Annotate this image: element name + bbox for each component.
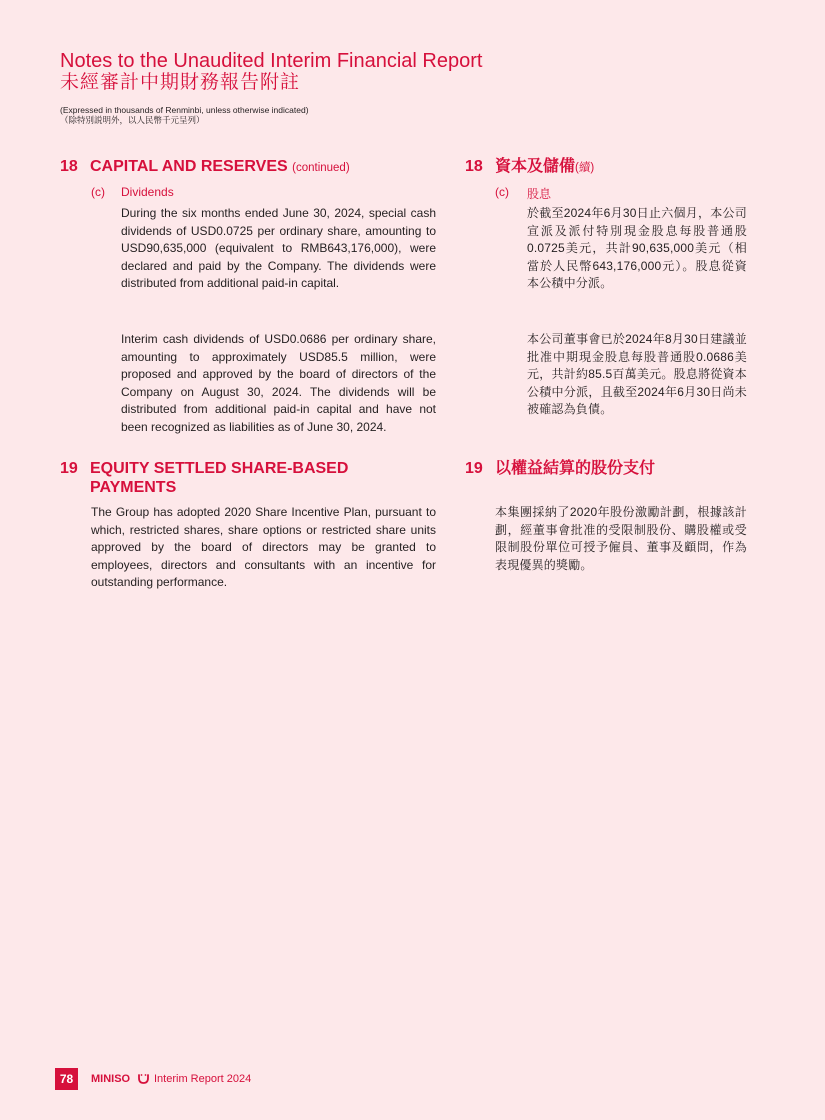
page-number: 78: [55, 1068, 78, 1090]
dividends-paragraph-2: Interim cash dividends of USD0.0686 per ordinary share, amounting to approximately USD85.5 million, were proposed and approved by the board of directors of the Company on August 30, 2024. The dividends will be distributed from additional paid-in capital and have not been recognized as liabilities as of June 30, 2024.: [121, 332, 436, 434]
section-title: 以權益結算的股份支付: [495, 460, 656, 477]
section-18-heading-en: [60, 157, 440, 177]
section-title: EQUITY SETTLED SHARE-BASED PAYMENTS: [90, 460, 349, 496]
continued-label: (continued): [292, 162, 350, 174]
brand-name: MINISO: [91, 1073, 131, 1085]
expressed-note-zh: （除特別説明外，以人民幣千元呈列）: [60, 115, 205, 125]
subsection-title: 股息: [527, 187, 552, 201]
dividends-paragraph-2-zh: 本公司董事會已於2024年8月30日建議並批准中期現金股息每股普通股0.0686美元，共計約85.5百萬美元。股息將從資本公積中分派，且截至2024年6月30日尚未被確認為負債。: [527, 332, 747, 417]
section-title: [495, 157, 594, 178]
subsection-letter: (c): [91, 185, 105, 199]
share-plan-paragraph: The Group has adopted 2020 Share Incentive Plan, pursuant to which, restricted shares, share options or restricted share units approved by the board of directors may be granted to employees, directors and consultants with an incentive for outstanding performance.: [91, 505, 436, 590]
page-header: [60, 50, 482, 94]
section-19-heading-en: [60, 459, 440, 499]
section-number: 19: [60, 460, 78, 477]
section-title-text: CAPITAL AND RESERVES: [90, 158, 288, 175]
section-title-text: 資本及儲備: [495, 158, 576, 175]
dividends-paragraph-1-zh: 於截至2024年6月30日止六個月，本公司宣派及派付特別現金股息每股普通股0.0725美元，共計90,635,000美元（相當於人民幣643,176,000元）。股息從資本公積中分派。: [527, 206, 747, 291]
section-title: [90, 157, 350, 178]
subsection-title: Dividends: [121, 185, 174, 199]
page-title-zh: 未經審計中期財務報告附註: [60, 72, 301, 93]
expressed-note: [60, 105, 309, 125]
report-name: Interim Report 2024: [154, 1073, 252, 1085]
section-18-heading-zh: [465, 157, 765, 177]
section-number: 19: [465, 460, 483, 477]
page-title-en: Notes to the Unaudited Interim Financial Report: [60, 50, 483, 72]
section-number: 18: [465, 158, 483, 175]
miniso-smile-icon: [137, 1072, 150, 1085]
expressed-note-en: (Expressed in thousands of Renminbi, unless otherwise indicated): [60, 105, 309, 115]
continued-label: (續): [575, 162, 595, 174]
subsection-letter: (c): [495, 185, 509, 199]
section-number: 18: [60, 158, 78, 175]
section-19-heading-zh: [465, 459, 765, 479]
share-plan-paragraph-zh: 本集團採納了2020年股份激勵計劃，根據該計劃，經董事會批准的受限制股份、購股權或受限制股份單位可授予僱員、董事及顧問，作為表現優異的獎勵。: [495, 505, 747, 572]
dividends-paragraph-1: During the six months ended June 30, 2024, special cash dividends of USD0.0725 per ordinary share, amounting to USD90,635,000 (equivalent to RMB643,176,000), were declared and paid by the Company. The dividends were distributed from additional paid-in capital.: [121, 206, 436, 291]
